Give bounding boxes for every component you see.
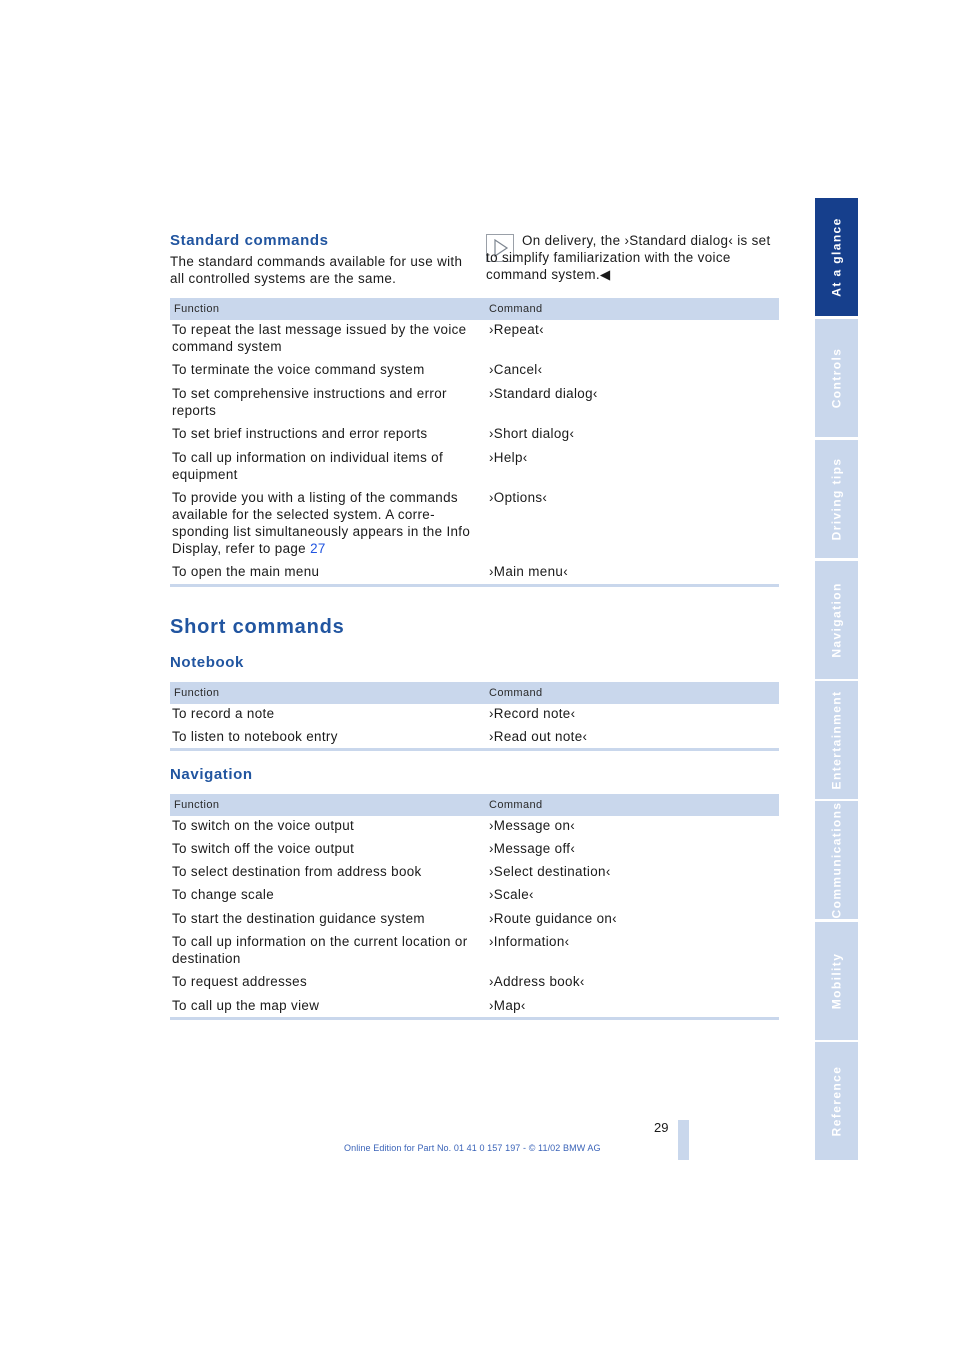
header-command: Command bbox=[489, 303, 543, 315]
row-command: ›Repeat‹ bbox=[489, 322, 544, 337]
header-function: Function bbox=[174, 303, 220, 315]
row-function: To change scale bbox=[172, 887, 275, 902]
footer-edition-note: Online Edition for Part No. 01 41 0 157 197 - © 11/02 BMW AG bbox=[344, 1143, 601, 1153]
row-function: To set comprehensive instructions and error reports bbox=[172, 386, 447, 418]
side-tab-at-a-glance[interactable] bbox=[815, 198, 858, 316]
navigation-heading: Navigation bbox=[170, 766, 253, 783]
row-function: To listen to notebook entry bbox=[172, 729, 338, 744]
row-function: To repeat the last message issued by the voice command system bbox=[172, 322, 467, 354]
row-function-text: To provide you with a listing of the commands available for the selected system. A corre-sponding list simultaneously appears in the Info Display, refer to page bbox=[172, 490, 471, 556]
row-function: To call up the map view bbox=[172, 998, 320, 1013]
side-tab-label: Navigation bbox=[829, 582, 844, 658]
side-tab-communications[interactable] bbox=[815, 801, 858, 919]
table-header bbox=[170, 794, 779, 816]
row-command: ›Main menu‹ bbox=[489, 564, 569, 579]
header-command: Command bbox=[489, 799, 543, 811]
page-number: 29 bbox=[654, 1120, 669, 1135]
row-command: ›Select destination‹ bbox=[489, 864, 611, 879]
side-tab-navigation[interactable] bbox=[815, 561, 858, 679]
row-function: To call up information on individual items of equipment bbox=[172, 450, 444, 482]
row-function: To record a note bbox=[172, 706, 275, 721]
side-tab-mobility[interactable] bbox=[815, 922, 858, 1040]
row-function: To request addresses bbox=[172, 974, 308, 989]
side-tab-label: Driving tips bbox=[829, 457, 844, 541]
row-function: To call up information on the current location or destination bbox=[172, 934, 468, 966]
standard-dialog-note bbox=[486, 232, 778, 283]
row-command: ›Short dialog‹ bbox=[489, 426, 575, 441]
row-function bbox=[172, 489, 482, 557]
row-command: ›Map‹ bbox=[489, 998, 526, 1013]
page-reference-link[interactable]: 27 bbox=[310, 541, 326, 556]
side-tab-label: Controls bbox=[829, 347, 844, 409]
table-bottom-rule bbox=[170, 1017, 779, 1020]
side-tab-label: Reference bbox=[829, 1065, 844, 1137]
row-command: ›Route guidance on‹ bbox=[489, 911, 617, 926]
side-tab-label: Mobility bbox=[829, 952, 844, 1010]
row-command: ›Cancel‹ bbox=[489, 362, 543, 377]
standard-commands-intro: The standard commands available for use with all controlled systems are the same. bbox=[170, 254, 463, 286]
row-command: ›Record note‹ bbox=[489, 706, 576, 721]
row-function: To switch on the voice output bbox=[172, 818, 355, 833]
notebook-heading: Notebook bbox=[170, 654, 244, 671]
row-function: To terminate the voice command system bbox=[172, 362, 425, 377]
table-bottom-rule bbox=[170, 584, 779, 587]
row-function: To start the destination guidance system bbox=[172, 911, 425, 926]
table-header bbox=[170, 682, 779, 704]
header-function: Function bbox=[174, 799, 220, 811]
notebook-table bbox=[170, 682, 779, 744]
header-command: Command bbox=[489, 687, 543, 699]
standard-commands-heading: Standard commands bbox=[170, 232, 329, 249]
standard-commands-table bbox=[170, 298, 779, 579]
side-tab-driving-tips[interactable] bbox=[815, 440, 858, 558]
side-tab-label: Communications bbox=[829, 801, 844, 919]
row-command: ›Message on‹ bbox=[489, 818, 576, 833]
side-tab-reference[interactable] bbox=[815, 1042, 858, 1160]
row-function: To select destination from address book bbox=[172, 864, 422, 879]
table-header bbox=[170, 298, 779, 320]
row-command: ›Scale‹ bbox=[489, 887, 534, 902]
side-tab-controls[interactable] bbox=[815, 319, 858, 437]
side-tab-label: Entertainment bbox=[829, 690, 844, 790]
table-bottom-rule bbox=[170, 748, 779, 751]
navigation-table bbox=[170, 794, 779, 1013]
side-tab-label: At a glance bbox=[829, 217, 844, 297]
note-text: On delivery, the ›Standard dialog‹ is set to simplify familiarization with the voice command system. bbox=[486, 233, 771, 282]
row-command: ›Options‹ bbox=[489, 490, 548, 505]
row-command: ›Read out note‹ bbox=[489, 729, 588, 744]
side-tab-bar bbox=[815, 198, 858, 1160]
row-function: To switch off the voice output bbox=[172, 841, 355, 856]
row-command: ›Help‹ bbox=[489, 450, 528, 465]
row-command: ›Information‹ bbox=[489, 934, 570, 949]
row-command: ›Message off‹ bbox=[489, 841, 576, 856]
short-commands-heading: Short commands bbox=[170, 616, 345, 638]
row-function: To set brief instructions and error reports bbox=[172, 426, 428, 441]
header-function: Function bbox=[174, 687, 220, 699]
page-number-bar bbox=[678, 1120, 689, 1160]
row-command: ›Standard dialog‹ bbox=[489, 386, 598, 401]
row-function: To open the main menu bbox=[172, 564, 320, 579]
note-icon-spacer bbox=[486, 232, 522, 249]
row-command: ›Address book‹ bbox=[489, 974, 585, 989]
note-end-marker: ◀ bbox=[599, 267, 611, 282]
side-tab-entertainment[interactable] bbox=[815, 681, 858, 799]
